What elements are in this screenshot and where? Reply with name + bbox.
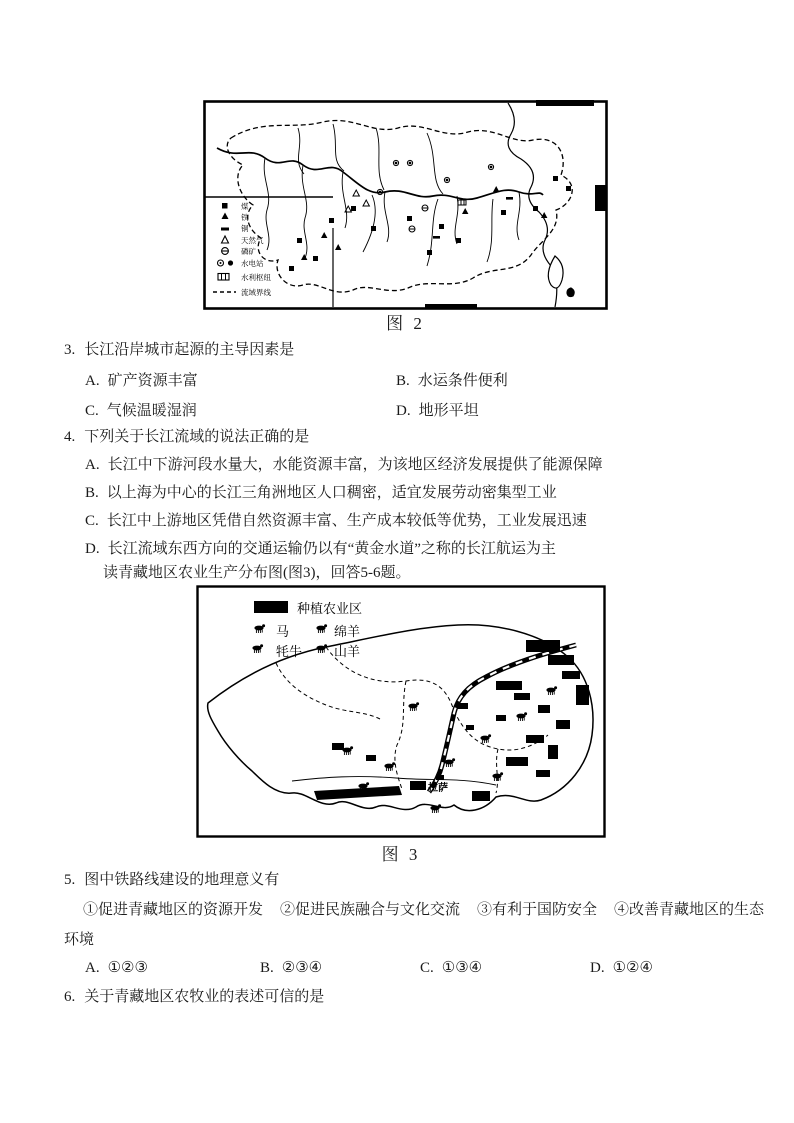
q5-item-2: ②促进民族融合与文化交流 <box>280 902 461 918</box>
question-5-option-c <box>420 958 482 978</box>
option-label: C. <box>420 960 434 976</box>
question-4-option-d <box>85 539 556 559</box>
option-label: D. <box>396 403 411 419</box>
question-5-option-b <box>260 958 322 978</box>
question-3-option-c <box>85 401 197 421</box>
question-5 <box>64 870 279 890</box>
legend-farming-area-icon <box>254 601 288 613</box>
question-5-items <box>83 900 764 920</box>
option-text: 矿产资源丰富 <box>107 373 198 389</box>
legend-gas-label: 天然气 <box>241 236 264 245</box>
option-text: 地形平坦 <box>418 403 479 419</box>
q5-item-3: ③有利于国防安全 <box>477 902 598 918</box>
option-text: ①②④ <box>612 960 653 976</box>
question-4-option-b <box>85 483 557 503</box>
option-label: B. <box>260 960 274 976</box>
figure3-caption: 图 3 <box>381 845 421 864</box>
question-5-option-a <box>85 958 148 978</box>
legend-coal-label: 煤 <box>241 202 249 211</box>
q5-item-1: ①促进青藏地区的资源开发 <box>83 902 264 918</box>
legend-sheep-label: 绵羊 <box>334 624 361 639</box>
option-text: 长江流域东西方向的交通运输仍以有“黄金水道”之称的长江航运为主 <box>107 541 556 557</box>
option-label: A. <box>85 373 100 389</box>
question-3 <box>64 340 294 360</box>
map2-bottom-black-bar <box>425 304 477 309</box>
legend-hydropower-label: 水电站 <box>241 259 264 268</box>
figure2-caption: 图 2 <box>386 314 425 333</box>
legend-boundary-label: 流域界线 <box>241 288 271 297</box>
lhasa-label: 拉萨 <box>428 783 448 794</box>
option-label: A. <box>85 457 100 473</box>
legend-farming-area-label: 种植农业区 <box>297 601 363 616</box>
option-text: 水运条件便利 <box>417 373 508 389</box>
question-3-stem: 长江沿岸城市起源的主导因素是 <box>84 342 295 358</box>
question-5-option-d <box>590 958 653 978</box>
question-4-number: 4. <box>64 429 76 445</box>
question-6-stem: 关于青藏地区农牧业的表述可信的是 <box>84 989 325 1005</box>
option-text: 气候温暖湿润 <box>106 403 197 419</box>
yangtze-basin-map-graphic <box>203 100 608 310</box>
question-3-option-b <box>396 371 508 391</box>
question-3-number: 3. <box>64 342 76 358</box>
option-label: C. <box>85 403 99 419</box>
legend-copper-label: 铜 <box>241 224 249 233</box>
option-text: ②③④ <box>281 960 323 976</box>
map2-top-black-bar <box>536 100 594 106</box>
option-text: 以上海为中心的长江三角洲地区人口稠密，适宜发展劳动密集型工业 <box>106 485 557 501</box>
question-3-option-d <box>396 401 479 421</box>
legend-phosphate-label: 磷矿 <box>241 247 256 256</box>
legend-yak-label: 牦牛 <box>276 644 303 659</box>
legend-copper-icon <box>221 228 229 231</box>
question-6-number: 6. <box>64 989 76 1005</box>
figure3-map <box>196 585 606 838</box>
question-4 <box>64 427 309 447</box>
q5-item-4: ④改善青藏地区的生态 <box>614 902 765 918</box>
question-5-items-continuation: 环境 <box>64 932 95 948</box>
legend-water-project-label: 水利枢纽 <box>241 273 271 282</box>
option-text: ①③④ <box>441 960 483 976</box>
legend-iron-label: 铁 <box>241 213 249 222</box>
question-4-option-a <box>85 455 603 475</box>
question-3-option-a <box>85 371 198 391</box>
option-text: 长江中下游河段水量大，水能资源丰富，为该地区经济发展提供了能源保障 <box>107 457 603 473</box>
tibet-agriculture-map-graphic <box>196 585 606 838</box>
question-6 <box>64 987 324 1007</box>
option-label: B. <box>396 373 410 389</box>
question-4-option-c <box>85 511 587 531</box>
option-text: ①②③ <box>107 960 148 976</box>
question-4-stem: 下列关于长江流域的说法正确的是 <box>84 429 310 445</box>
figure2-map <box>203 100 608 310</box>
question-5-stem: 图中铁路线建设的地理意义有 <box>84 872 280 888</box>
legend-horse-label: 马 <box>276 624 290 639</box>
option-label: B. <box>85 485 99 501</box>
option-label: A. <box>85 960 100 976</box>
option-text: 长江中上游地区凭借自然资源丰富、生产成本较低等优势，工业发展迅速 <box>106 513 587 529</box>
intro-5-6: 读青藏地区农业生产分布图(图3)，回答5-6题。 <box>103 565 411 581</box>
option-label: D. <box>590 960 605 976</box>
question-5-number: 5. <box>64 872 76 888</box>
option-label: C. <box>85 513 99 529</box>
map2-coast-black-patch <box>595 185 606 211</box>
legend-coal-icon <box>222 203 228 209</box>
option-label: D. <box>85 541 100 557</box>
legend-goat-label: 山羊 <box>334 644 361 659</box>
